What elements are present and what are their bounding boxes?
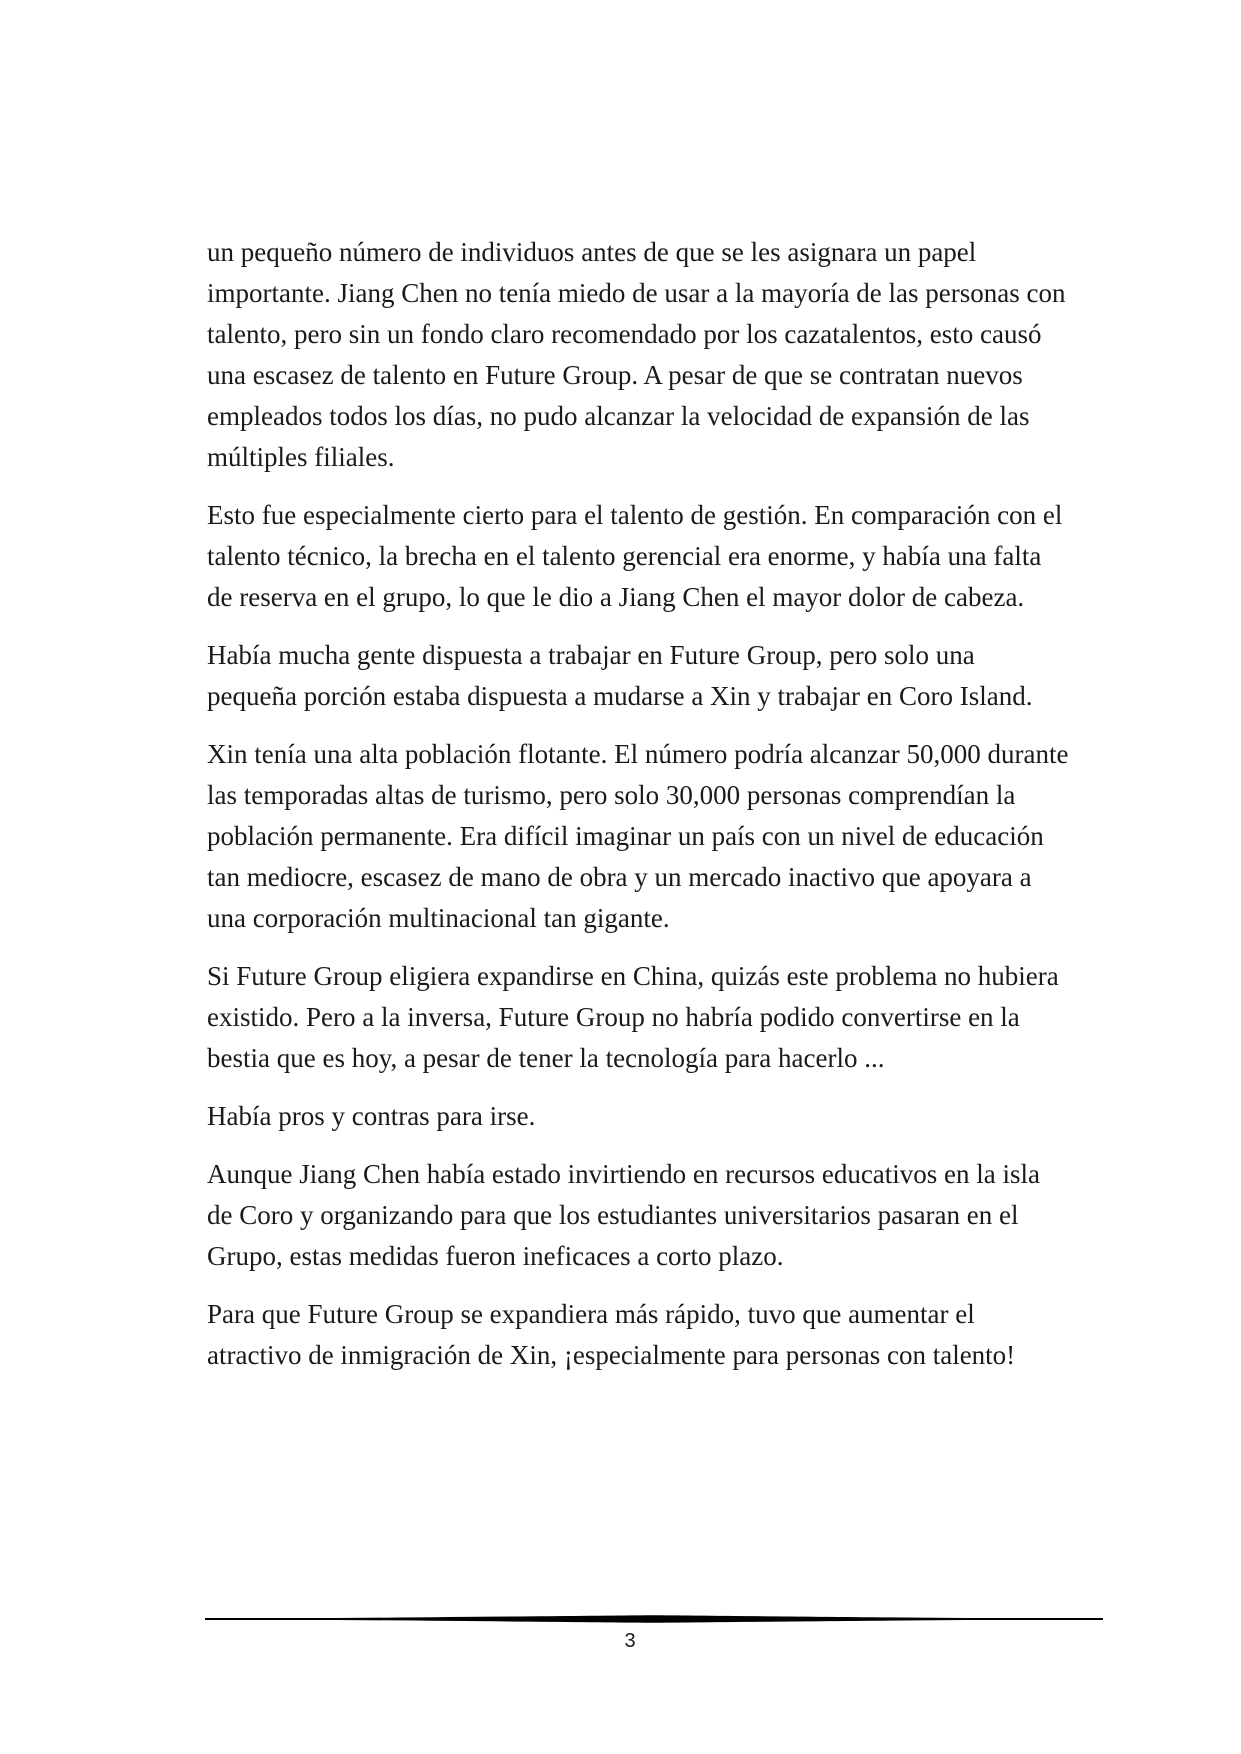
paragraph: Había pros y contras para irse. (207, 1101, 536, 1131)
paragraph: Aunque Jiang Chen había estado invirtiendo en recursos educativos en la isla de Coro y organizando para que los estudiantes universitarios pasaran en el Grupo, estas medidas fueron ineficaces a corto plazo. (207, 1159, 1041, 1271)
paragraph: un pequeño número de individuos antes de que se les asignara un papel importante. Jiang Chen no tenía miedo de usar a la mayoría de las personas con talento, pero sin un fondo claro recomendado por los cazatalentos, esto causó una escasez de talento en Future Group. A pesar de que se contratan nuevos empleados todos los días, no pudo alcanzar la velocidad de expansión de las múltiples filiales. (207, 237, 1066, 472)
paragraph: Si Future Group eligiera expandirse en China, quizás este problema no hubiera existido. Pero a la inversa, Future Group no habría podido convertirse en la bestia que es hoy, a pesar de tener la tecnología para hacerlo ... (207, 961, 1059, 1073)
paragraph: Para que Future Group se expandiera más rápido, tuvo que aumentar el atractivo de inmigración de Xin, ¡especialmente para personas con talento! (207, 1299, 1016, 1370)
body-text (207, 232, 1069, 1376)
paragraph: Esto fue especialmente cierto para el talento de gestión. En comparación con el talento técnico, la brecha en el talento gerencial era enorme, y había una falta de reserva en el grupo, lo que le dio a Jiang Chen el mayor dolor de cabeza. (207, 500, 1063, 612)
footer-divider (205, 1612, 1103, 1626)
paragraph: Xin tenía una alta población flotante. El número podría alcanzar 50,000 durante las temporadas altas de turismo, pero solo 30,000 personas comprendían la población permanente. Era difícil imaginar un país con un nivel de educación tan mediocre, escasez de mano de obra y un mercado inactivo que apoyara a una corporación multinacional tan gigante. (207, 739, 1069, 933)
page-number: 3 (624, 1630, 636, 1652)
paragraph: Había mucha gente dispuesta a trabajar en Future Group, pero solo una pequeña porción estaba dispuesta a mudarse a Xin y trabajar en Coro Island. (207, 640, 1033, 711)
